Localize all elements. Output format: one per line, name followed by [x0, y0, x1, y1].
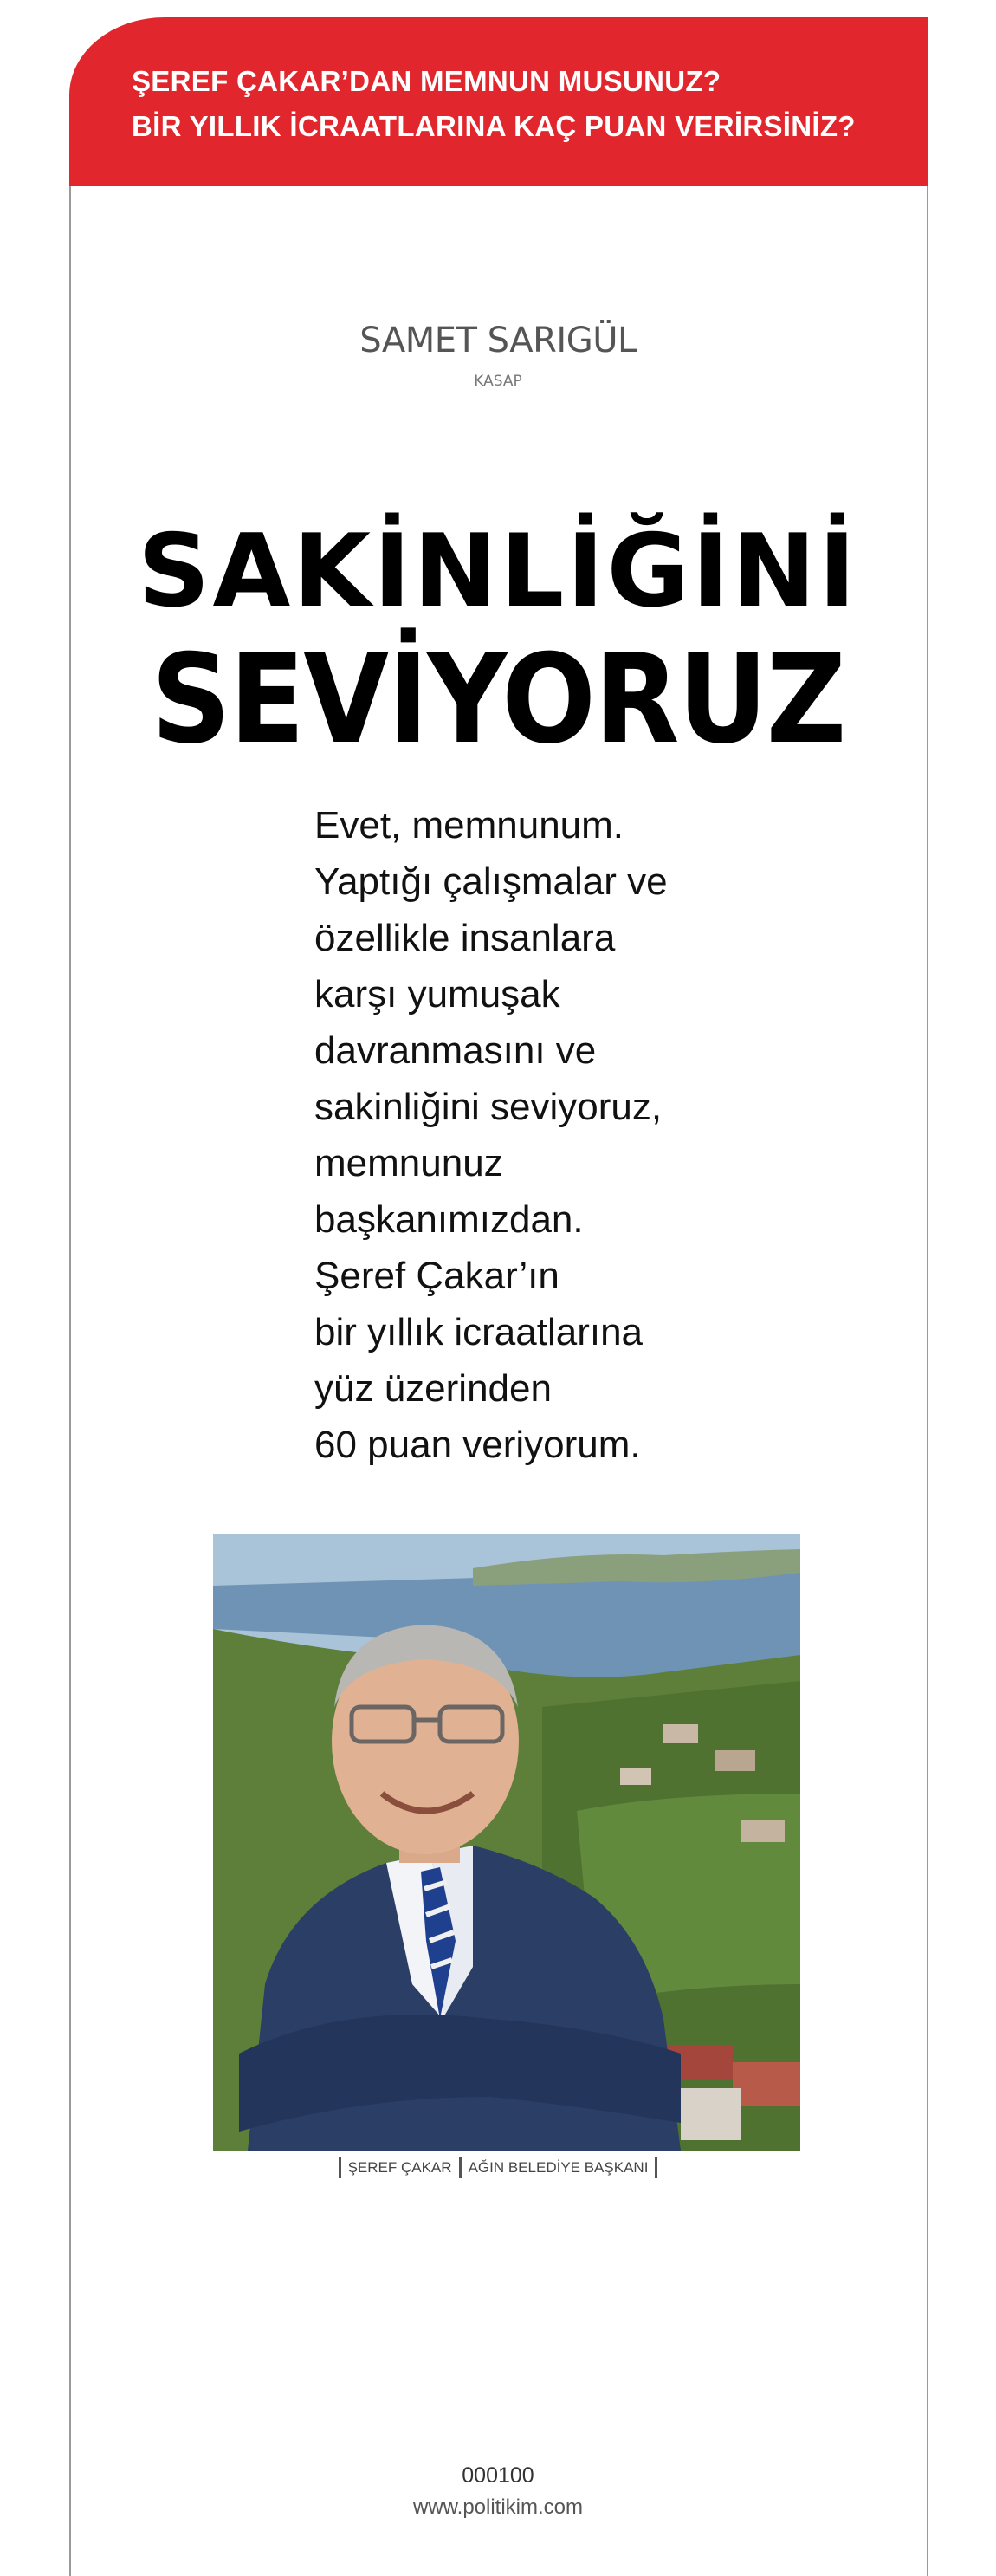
respondent-occupation: KASAP	[474, 373, 522, 390]
caption-divider	[339, 2157, 341, 2178]
quote-line: sakinliğini seviyoruz,	[314, 1086, 663, 1128]
headline-line-1: SAKİNLİĞİNİ	[137, 513, 859, 630]
headline-line-2: SEVİYORUZ	[151, 628, 845, 771]
quote-line: Evet, memnunum.	[314, 804, 624, 847]
header-banner	[69, 17, 928, 186]
quote-line: karşı yumuşak	[314, 973, 560, 1015]
footer-website-link[interactable]: www.politikim.com	[412, 2495, 584, 2519]
quote-line: Yaptığı çalışmalar ve	[314, 860, 668, 903]
quote-body	[314, 797, 799, 1473]
quote-line: davranmasını ve	[314, 1029, 597, 1072]
quote-line: yüz üzerinden	[314, 1367, 552, 1410]
quote-line: bir yıllık icraatlarına	[314, 1311, 644, 1353]
quote-line: özellikle insanlara	[314, 917, 616, 959]
respondent-name: SAMET SARIGÜL	[359, 321, 637, 360]
header-question-line-2: BİR YILLIK İCRAATLARINA KAÇ PUAN VERİRSİNİZ?	[132, 110, 856, 142]
quote-line: Şeref Çakar’ın	[314, 1255, 559, 1297]
caption-divider	[655, 2157, 657, 2178]
quote-line: 60 puan veriyorum.	[314, 1424, 641, 1466]
caption-name: ŞEREF ÇAKAR	[347, 2159, 452, 2176]
quote-line: memnunuz	[314, 1142, 503, 1184]
photo-caption	[0, 2157, 996, 2178]
footer-code: 000100	[462, 2463, 534, 2488]
caption-divider	[459, 2157, 462, 2178]
mayor-portrait-photo	[213, 1534, 800, 2151]
portrait-illustration	[213, 1534, 800, 2151]
quote-line: başkanımızdan.	[314, 1198, 584, 1241]
header-question-line-1: ŞEREF ÇAKAR’DAN MEMNUN MUSUNUZ?	[132, 65, 721, 97]
caption-role: AĞIN BELEDİYE BAŞKANI	[468, 2159, 649, 2176]
